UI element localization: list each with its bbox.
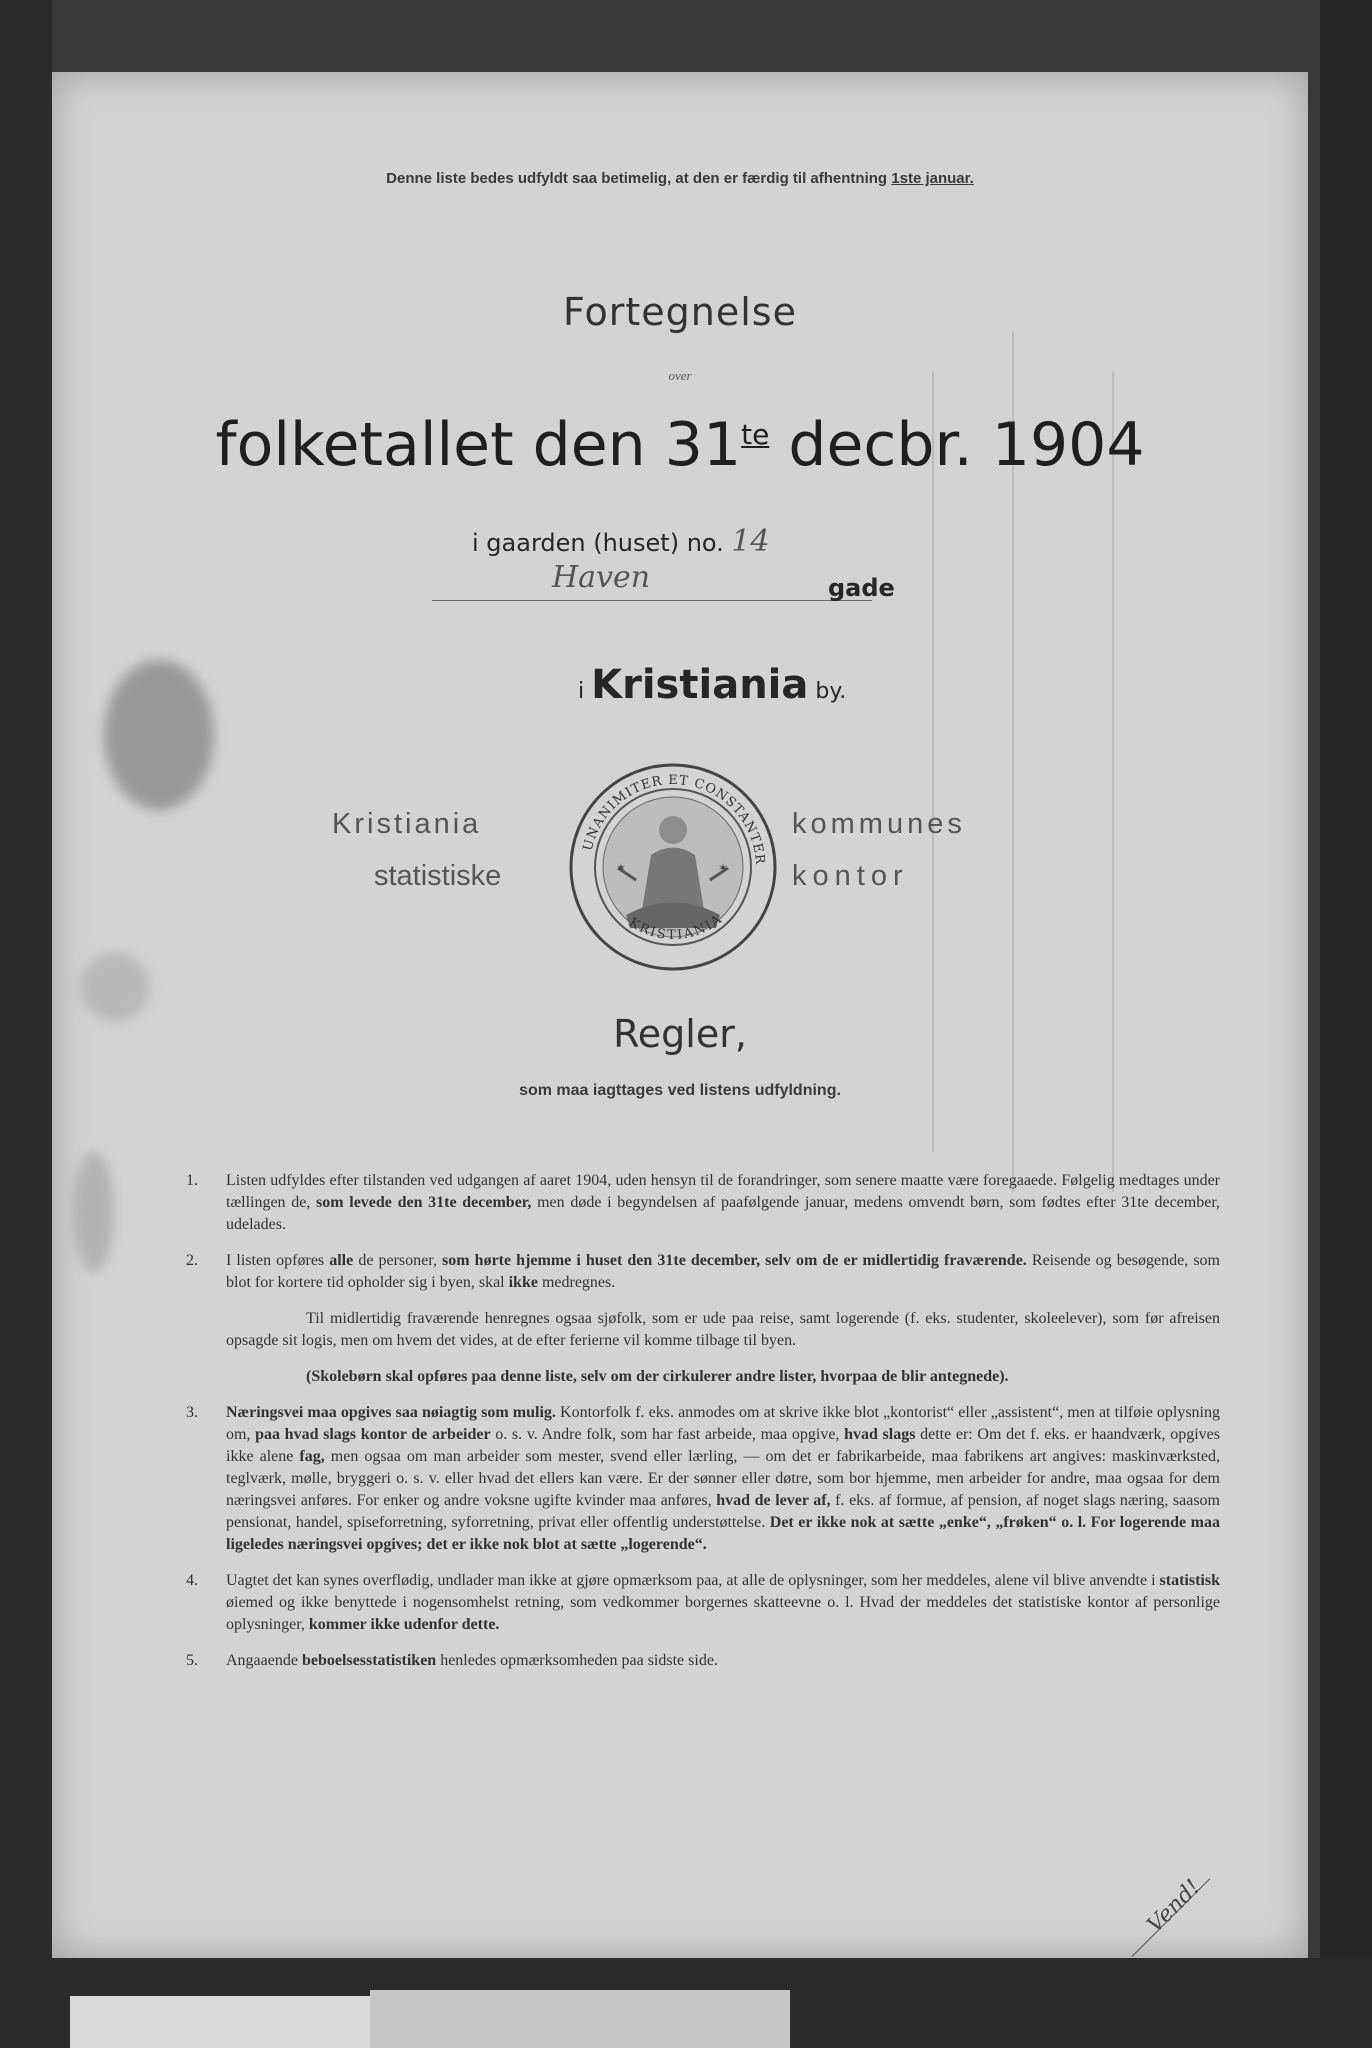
house-number-line: i gaarden (huset) no. 14 [472, 524, 770, 559]
form-title-main: folketallet den $31^{te}$ decbr. 1904 [215, 410, 1145, 480]
svg-text:UNANIMITER ET CONSTANTER: UNANIMITER ET CONSTANTER [580, 773, 768, 866]
rules-subheading: som maa iagttages ved listens udfyldning. [519, 1082, 841, 1099]
paper-scrap [370, 1990, 790, 2048]
rule-2-paragraph-2: Til midlertidig fraværende henregnes ogsaa sjøfolk, som er ude paa reise, samt logerende (f. eks. studenter, skoleelever), som før afreisen opsagde sit logis, men om hvem det vides, at de efter ferierne vil komme tilbage til byen. [226, 1310, 1220, 1349]
rule-5: 5. Angaaende beboelsesstatistiken henledes opmærksomheden paa sidste side. [186, 1652, 718, 1669]
svg-text:KRISTIANIA: KRISTIANIA [626, 911, 726, 943]
kristiania-city-seal-icon [566, 760, 780, 974]
house-number-handwritten: 14 [731, 524, 770, 559]
rule-2: 2. I listen opføres alle de personer, som hørte hjemme i huset den 31te december, selv om de er midlertidig fraværende. Reisende og besøgende, som blot for kortere tid opholder sig i byen, skal ikke medregnes. [186, 1252, 1220, 1291]
city-line: i Kristiania by. [578, 662, 847, 708]
rule-2-paragraph-3: (Skolebørn skal opføres paa denne liste, selv om der cirkulerer andre lister, hvorpaa de blir antegnede). [306, 1368, 1009, 1385]
gade-label: gade [828, 574, 895, 602]
paper-scrap [70, 1996, 370, 2048]
rule-1: 1. Listen udfyldes efter tilstanden ved udgangen af aaret 1904, uden hensyn til de forandringer, som senere maatte være foregaaede. Følgelig medtages under tællingen de, som levede den 31te december, men døde i begyndelsen af paafølgende januar, medens omvendt børn, som fødtes efter 31te december, udelades. [186, 1172, 1221, 1233]
street-name-handwritten: Haven [552, 560, 651, 595]
stamp-text-left-1: Kristiania [332, 808, 482, 840]
show-through-line [1112, 372, 1114, 1192]
stamp-text-right-1: kommunes [792, 808, 966, 840]
header-note: Denne liste bedes udfyldt saa betimelig, at den er færdig til afhentning 1ste januar. [386, 170, 974, 187]
ink-stain [104, 660, 214, 810]
turn-over-note: Vend! [1142, 1875, 1206, 1938]
film-border-left [0, 0, 52, 2048]
svg-text:✶: ✶ [616, 861, 627, 875]
stamp-text-right-2: kontor [792, 860, 909, 892]
film-border-right [1320, 0, 1372, 2048]
ink-stain [74, 1152, 114, 1272]
street-underline [432, 600, 872, 601]
form-title-over: over [668, 368, 692, 383]
rules-list [186, 1170, 1220, 1686]
stamp-text-left-2: statistiske [374, 860, 502, 892]
census-form-page [52, 72, 1308, 1958]
svg-text:✶: ✶ [718, 861, 729, 875]
rule-4: 4. Uagtet det kan synes overflødig, undlader man ikke at gjøre opmærksom paa, at alle de oplysninger, som her meddeles, alene vil blive anvendte i statistisk øiemed og ikke benyttede i nogensomhelst retning, som vedkommer borgernes skatteevne o. l. Hvad der meddeles det statistiske kontor af personlige oplysninger, kommer ikke udenfor dette. [186, 1572, 1220, 1633]
form-title-small: Fortegnelse [563, 290, 797, 334]
rule-3: 3. Næringsvei maa opgives saa nøiagtig som mulig. Kontorfolk f. eks. anmodes om at skrive ikke blot „kontorist“ eller „assistent“, men at tilføie oplysning om, paa hvad slags kontor de arbeider o. s. v. Andre folk, som har fast arbeide, maa opgive, hvad slags dette er: Om det f. eks. er haandværk, opgives ikke alene fag, men ogsaa om man arbeider som mester, svend eller lærling, — om det er fabrikarbeide, maa fabrikens art angives: maskinværksted, teglværk, mølle, bryggeri o. s. v. eller hvad det ellers kan være. Er der sønner eller døtre, som bor hjemme, men arbeider for andre, maa ogsaa for dem næringsvei anføres. For enker og andre voksne ugifte kvinder maa anføres, hvad de lever af, f. eks. af formue, af pension, af noget slags næring, saasom pensionat, handel, spiseforretning, syforretning, privat eller offentlig understøttelse. Det er ikke nok at sætte „enke“, „frøken“ o. l. For logerende maa ligeledes næringsvei opgives; det er ikke nok blot at sætte „logerende“. [186, 1404, 1221, 1553]
rules-heading: Regler, [613, 1012, 747, 1056]
